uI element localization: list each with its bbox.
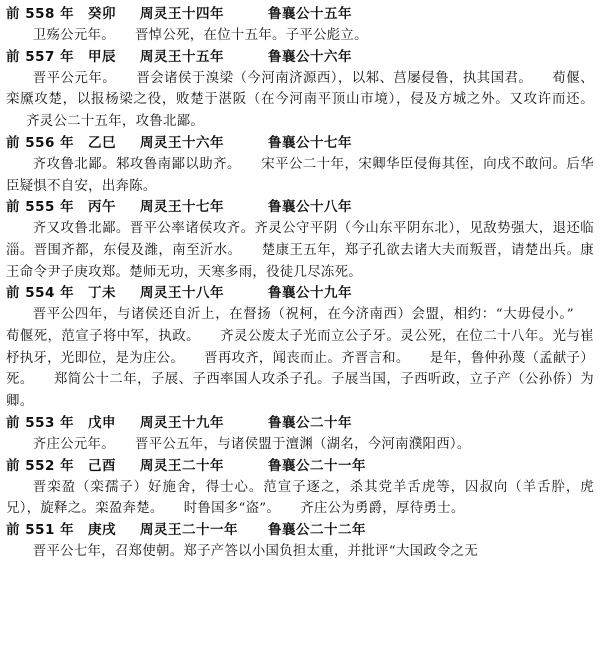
paragraph: 郑简公十二年，子展、子西率国人攻杀子孔。子展当国，子西听政，立子产（公孙侨）为卿。 bbox=[6, 372, 594, 410]
entry-ganzhi: 甲辰 bbox=[88, 48, 116, 65]
year-entry-556 bbox=[6, 133, 594, 197]
entry-zhou-year: 周灵王十九年 bbox=[140, 414, 224, 431]
entry-body bbox=[6, 434, 594, 456]
entry-lu-year: 鲁襄公十五年 bbox=[268, 6, 352, 22]
entry-lu-year: 鲁襄公二十二年 bbox=[268, 521, 366, 538]
paragraph: 晋悼公死，在位十五年。子平公彪立。 bbox=[135, 28, 368, 43]
entry-header bbox=[6, 47, 594, 68]
entry-zhou-year: 周灵王二十一年 bbox=[140, 521, 238, 538]
paragraph: 是年，鲁仲孙蔑（孟献子）死。 bbox=[6, 350, 595, 388]
entry-body bbox=[6, 68, 594, 133]
year-entry-557 bbox=[6, 47, 594, 133]
entry-header bbox=[6, 413, 594, 434]
entry-lu-year: 鲁襄公二十一年 bbox=[268, 457, 366, 474]
entry-zhou-year: 周灵王十八年 bbox=[140, 285, 224, 302]
paragraph: 晋平公七年，召郑使朝。郑子产答以小国负担太重，并批评“大国政令之无 bbox=[32, 543, 479, 559]
entry-lu-year: 鲁襄公十八年 bbox=[268, 199, 352, 216]
entry-lu-year: 鲁襄公十六年 bbox=[268, 48, 352, 65]
entry-zhou-year: 周灵王十六年 bbox=[140, 134, 224, 151]
paragraph: 齐又攻鲁北鄙。晋平公率诸侯攻齐。齐灵公守平阴（今山东平阴东北），见敌势强大，退还临淄。晋围齐都，东侵及潍，南至沂水。 bbox=[6, 221, 594, 258]
year-entry-553 bbox=[6, 413, 594, 456]
paragraph: 晋平公四年，与诸侯还自沂上，在督扬（祝柯，在今济南西）会盟，相约：“大毋侵小。” bbox=[32, 307, 574, 323]
entry-body bbox=[6, 218, 594, 283]
year-entry-555 bbox=[6, 197, 594, 283]
entry-year: 前 555 年 bbox=[6, 199, 75, 216]
year-entry-552 bbox=[6, 456, 594, 520]
entry-year: 前 553 年 bbox=[6, 414, 75, 431]
paragraph: 时鲁国多“盗”。 bbox=[183, 501, 281, 517]
paragraph: 齐灵公废太子光而立公子牙。灵公死，在位二十八年。光与崔杼执牙，光即位，是为庄公。 bbox=[6, 329, 594, 366]
paragraph: 齐灵公二十五年，攻鲁北鄙。 bbox=[26, 114, 205, 130]
entry-year: 前 552 年 bbox=[6, 457, 75, 474]
paragraph: 宋平公二十年，宋卿华臣侵侮其侄，向戌不敢问。后华臣疑惧不自安，出奔陈。 bbox=[6, 156, 595, 194]
paragraph: 卫殇公元年。 bbox=[32, 28, 115, 43]
entry-year: 前 551 年 bbox=[6, 521, 75, 538]
entry-ganzhi: 丁未 bbox=[88, 285, 116, 302]
paragraph: 齐庄公为勇爵，厚待勇士。 bbox=[300, 501, 465, 517]
paragraph: 晋平公元年。 bbox=[32, 70, 117, 86]
entry-body bbox=[6, 154, 594, 197]
entry-ganzhi: 戊申 bbox=[88, 414, 116, 431]
paragraph: 晋会诸侯于溴梁（今河南济源西），以邾、莒屡侵鲁，执其国君。 bbox=[136, 70, 533, 86]
entry-year: 前 556 年 bbox=[6, 134, 75, 151]
paragraph: 晋栾盈（栾孺子）好施舍，得士心。范宣子逐之，杀其党羊舌虎等，囚叔向（羊舌肸，虎兄），旋释之。栾盈奔楚。 bbox=[6, 479, 594, 517]
entry-header bbox=[6, 283, 594, 304]
year-entry-558 bbox=[6, 4, 594, 47]
entry-lu-year: 鲁襄公十九年 bbox=[268, 285, 352, 302]
entry-year: 前 558 年 bbox=[6, 6, 75, 22]
entry-year: 前 557 年 bbox=[6, 48, 75, 65]
entry-body bbox=[6, 477, 594, 520]
entry-zhou-year: 周灵王十四年 bbox=[140, 6, 224, 22]
entry-header bbox=[6, 520, 594, 541]
entry-zhou-year: 周灵王十五年 bbox=[140, 48, 224, 65]
paragraph: 晋平公五年，与诸侯盟于澶渊（湖名，今河南濮阳西）。 bbox=[135, 436, 471, 452]
entry-header bbox=[6, 456, 594, 477]
entry-body bbox=[6, 541, 594, 563]
entry-ganzhi: 己酉 bbox=[88, 457, 116, 474]
entry-header bbox=[6, 4, 594, 25]
year-entry-551 bbox=[6, 520, 594, 563]
paragraph: 齐攻鲁北鄙。邾攻鲁南鄙以助齐。 bbox=[32, 156, 241, 172]
entry-zhou-year: 周灵王二十年 bbox=[140, 457, 224, 474]
paragraph: 齐庄公元年。 bbox=[32, 436, 115, 452]
paragraph: 楚康王五年，郑子孔欲去诸大夫而叛晋，请楚出兵。康王命令尹子庚攻郑。楚师无功，天寒多雨，役徒几尽冻死。 bbox=[6, 242, 594, 280]
entry-lu-year: 鲁襄公二十年 bbox=[268, 414, 352, 431]
paragraph: 荀偃死，范宣子将中军，执政。 bbox=[6, 329, 200, 345]
entry-header bbox=[6, 197, 594, 218]
entry-zhou-year: 周灵王十七年 bbox=[140, 199, 224, 216]
entry-lu-year: 鲁襄公十七年 bbox=[268, 134, 352, 151]
entry-header bbox=[6, 133, 594, 154]
paragraph: 晋再攻齐，闻丧而止。齐晋言和。 bbox=[204, 350, 410, 366]
entry-ganzhi: 乙巳 bbox=[88, 134, 116, 151]
paragraph: 荀偃、栾黡攻楚，以报杨梁之役，败楚于湛阪（在今河南平顶山市境），侵及方城之外。又攻许而还。 bbox=[6, 70, 594, 108]
entry-body bbox=[6, 25, 594, 47]
entry-ganzhi: 丙午 bbox=[88, 199, 116, 216]
entry-ganzhi: 癸卯 bbox=[88, 6, 116, 22]
year-entry-554 bbox=[6, 283, 594, 413]
entry-year: 前 554 年 bbox=[6, 285, 75, 302]
entry-ganzhi: 庚戌 bbox=[88, 521, 116, 538]
entry-body bbox=[6, 304, 594, 413]
